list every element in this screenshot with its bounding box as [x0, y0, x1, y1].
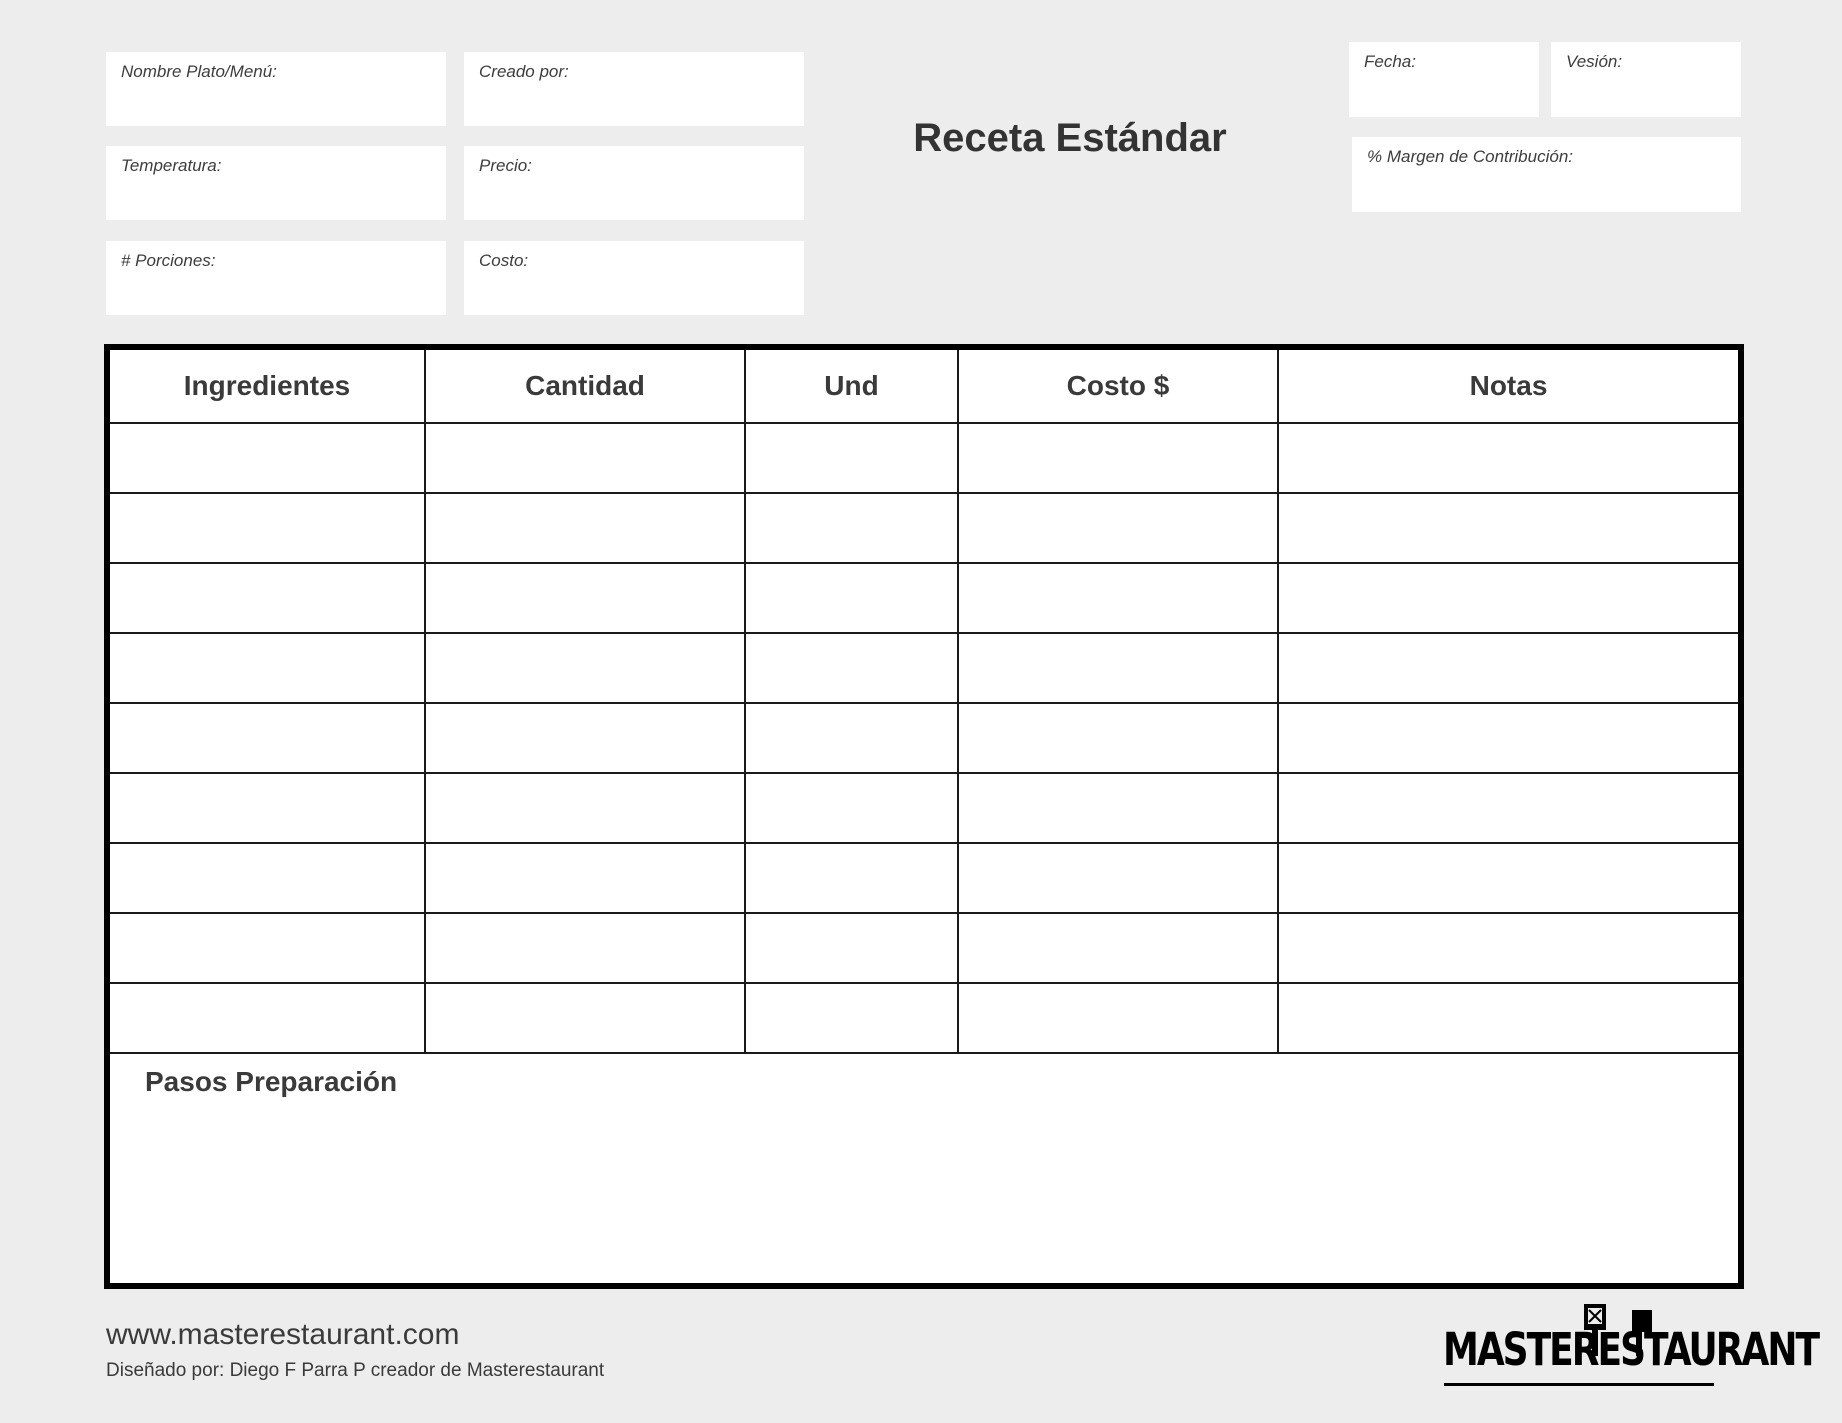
cell-cost[interactable]	[958, 983, 1278, 1053]
column-header-cost: Costo $	[958, 350, 1278, 423]
cell-unit[interactable]	[745, 773, 958, 843]
cell-ingredient[interactable]	[110, 843, 425, 913]
cell-unit[interactable]	[745, 633, 958, 703]
cost-field[interactable]	[464, 241, 804, 315]
price-field[interactable]	[464, 146, 804, 220]
temperature-label: Temperatura:	[121, 156, 222, 175]
cell-quantity[interactable]	[425, 983, 745, 1053]
table-row	[110, 423, 1738, 493]
cell-quantity[interactable]	[425, 913, 745, 983]
cell-unit[interactable]	[745, 983, 958, 1053]
version-label: Vesión:	[1566, 52, 1623, 71]
cell-notes[interactable]	[1278, 703, 1738, 773]
cell-notes[interactable]	[1278, 493, 1738, 563]
cell-cost[interactable]	[958, 563, 1278, 633]
cell-cost[interactable]	[958, 703, 1278, 773]
column-header-quantity: Cantidad	[425, 350, 745, 423]
cell-ingredient[interactable]	[110, 633, 425, 703]
portions-field[interactable]	[106, 241, 446, 315]
cell-unit[interactable]	[745, 913, 958, 983]
cell-quantity[interactable]	[425, 493, 745, 563]
cell-cost[interactable]	[958, 423, 1278, 493]
column-header-unit: Und	[745, 350, 958, 423]
cell-quantity[interactable]	[425, 773, 745, 843]
created-by-field[interactable]	[464, 52, 804, 126]
table-row	[110, 843, 1738, 913]
table-row	[110, 493, 1738, 563]
cell-ingredient[interactable]	[110, 423, 425, 493]
cell-ingredient[interactable]	[110, 493, 425, 563]
cell-unit[interactable]	[745, 423, 958, 493]
cost-label: Costo:	[479, 251, 529, 270]
table-row	[110, 563, 1738, 633]
column-header-ingredients: Ingredientes	[110, 350, 425, 423]
created-by-label: Creado por:	[479, 62, 569, 81]
cell-unit[interactable]	[745, 563, 958, 633]
cell-unit[interactable]	[745, 843, 958, 913]
cell-unit[interactable]	[745, 703, 958, 773]
page-title: Receta Estándar	[913, 116, 1227, 160]
version-field[interactable]	[1551, 42, 1741, 117]
dish-name-label: Nombre Plato/Menú:	[121, 62, 277, 81]
cell-cost[interactable]	[958, 493, 1278, 563]
cell-quantity[interactable]	[425, 563, 745, 633]
website-url: www.masterestaurant.com	[106, 1318, 460, 1351]
logo-underline	[1444, 1383, 1714, 1386]
cell-quantity[interactable]	[425, 633, 745, 703]
cell-notes[interactable]	[1278, 563, 1738, 633]
cell-ingredient[interactable]	[110, 563, 425, 633]
designer-credit: Diseñado por: Diego F Parra P creador de Masterestaurant	[106, 1360, 605, 1381]
column-header-notes: Notas	[1278, 350, 1738, 423]
table-row	[110, 983, 1738, 1053]
cell-cost[interactable]	[958, 913, 1278, 983]
cell-unit[interactable]	[745, 493, 958, 563]
cell-cost[interactable]	[958, 843, 1278, 913]
margin-label: % Margen de Contribución:	[1367, 147, 1574, 166]
table-header-row	[110, 350, 1738, 423]
cell-notes[interactable]	[1278, 913, 1738, 983]
table-row	[110, 913, 1738, 983]
cell-quantity[interactable]	[425, 423, 745, 493]
cell-ingredient[interactable]	[110, 703, 425, 773]
cell-notes[interactable]	[1278, 843, 1738, 913]
margin-field[interactable]	[1352, 137, 1741, 212]
preparation-section[interactable]	[110, 1048, 1738, 1283]
portions-label: # Porciones:	[121, 251, 216, 270]
cell-ingredient[interactable]	[110, 913, 425, 983]
cell-notes[interactable]	[1278, 423, 1738, 493]
cell-ingredient[interactable]	[110, 983, 425, 1053]
table-row	[110, 773, 1738, 843]
ingredients-table	[110, 350, 1738, 1054]
temperature-field[interactable]	[106, 146, 446, 220]
cell-cost[interactable]	[958, 773, 1278, 843]
cell-cost[interactable]	[958, 633, 1278, 703]
price-label: Precio:	[479, 156, 532, 175]
cell-ingredient[interactable]	[110, 773, 425, 843]
dish-name-field[interactable]	[106, 52, 446, 126]
table-row	[110, 633, 1738, 703]
date-label: Fecha:	[1364, 52, 1416, 71]
preparation-title: Pasos Preparación	[145, 1066, 398, 1097]
cell-notes[interactable]	[1278, 633, 1738, 703]
cell-notes[interactable]	[1278, 983, 1738, 1053]
masterestaurant-logo	[1440, 1300, 1819, 1390]
table-row	[110, 703, 1738, 773]
date-field[interactable]	[1349, 42, 1539, 117]
logo-wordmark: MASTERESTAURANT	[1443, 1324, 1819, 1376]
cell-notes[interactable]	[1278, 773, 1738, 843]
cell-quantity[interactable]	[425, 703, 745, 773]
cell-quantity[interactable]	[425, 843, 745, 913]
recipe-table-frame	[104, 344, 1744, 1289]
